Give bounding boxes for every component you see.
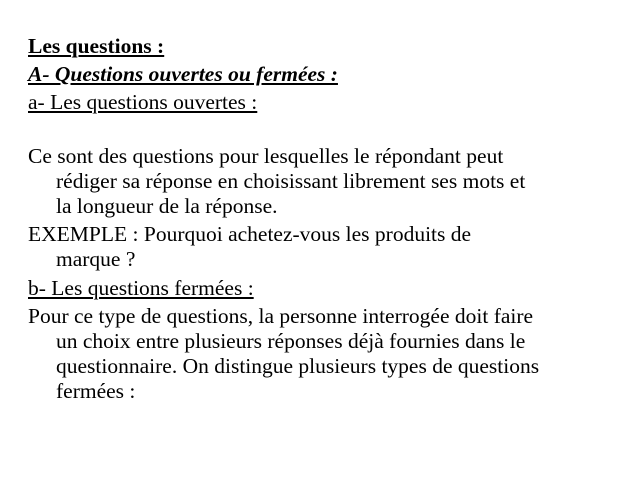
section-a-title: A- Questions ouvertes ou fermées : bbox=[28, 62, 338, 86]
definition-line: questionnaire. On distingue plusieurs types de questions bbox=[56, 354, 540, 378]
definition-line: Pour ce type de questions, la personne interrogée doit faire bbox=[28, 304, 534, 328]
definition-line: rédiger sa réponse en choisissant librement ses mots et bbox=[56, 169, 526, 193]
subsection-a-title: a- Les questions ouvertes : bbox=[28, 90, 258, 114]
slide-heading: Les questions : bbox=[28, 34, 165, 58]
open-questions-definition bbox=[28, 144, 618, 219]
definition-line: la longueur de la réponse. bbox=[56, 194, 278, 218]
definition-line: Ce sont des questions pour lesquelles le répondant peut bbox=[28, 144, 504, 168]
open-questions-example bbox=[28, 222, 618, 272]
example-line: marque ? bbox=[56, 247, 136, 271]
subsection-b-title: b- Les questions fermées : bbox=[28, 276, 254, 300]
closed-questions-definition bbox=[28, 304, 618, 404]
spacer bbox=[28, 115, 618, 144]
definition-line: fermées : bbox=[56, 379, 136, 403]
definition-line: un choix entre plusieurs réponses déjà fournies dans le bbox=[56, 329, 526, 353]
example-line: EXEMPLE : Pourquoi achetez-vous les produits de bbox=[28, 222, 472, 246]
